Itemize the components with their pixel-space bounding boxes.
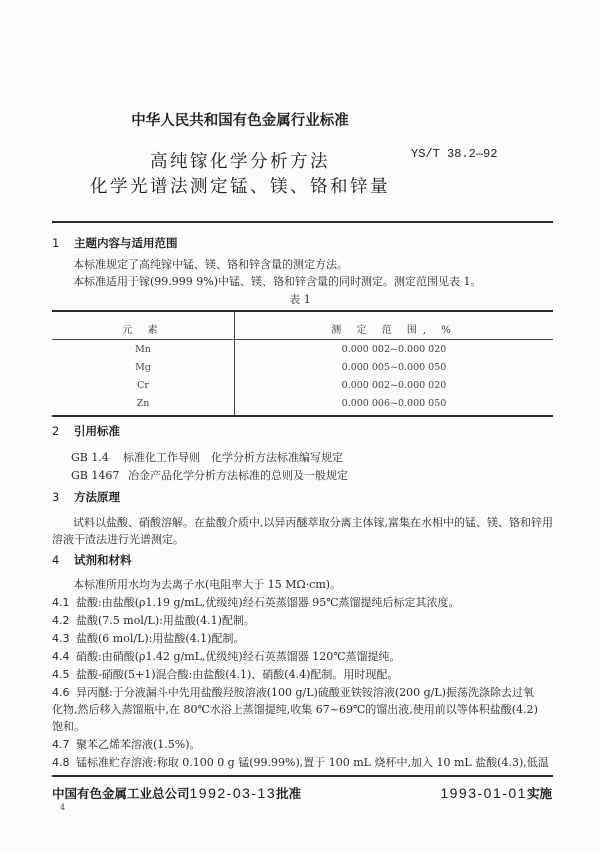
reagent-item-4-6 — [52, 684, 534, 700]
cell-element: Mn — [135, 344, 151, 355]
item-text: 盐酸-硝酸(5+1)混合酸:由盐酸(4.1)、硝酸(4.4)配制。用时现配。 — [76, 668, 399, 681]
section-number: 1 — [52, 236, 60, 250]
range-table — [52, 310, 553, 417]
section-1-heading — [52, 235, 178, 251]
section-number: 3 — [52, 490, 60, 504]
table-header-rule — [52, 339, 553, 340]
table-top-rule — [52, 310, 553, 312]
cell-element: Zn — [136, 398, 150, 409]
reagent-item-4-8 — [52, 754, 549, 770]
cell-range: 0.000 005~0.000 050 — [341, 362, 447, 373]
approval-label: 批准 — [276, 786, 302, 801]
item-text: 盐酸(7.5 mol/L):用盐酸(4.1)配制。 — [76, 614, 255, 627]
reference-code: GB 1467 — [71, 469, 120, 482]
document-title-line1: 高纯镓化学分析方法 — [150, 152, 330, 172]
effective-info — [440, 784, 552, 802]
reagent-item-4-3 — [52, 630, 244, 646]
section-3-heading — [52, 489, 120, 505]
issuing-body-heading: 中华人民共和国有色金属行业标准 — [131, 113, 349, 129]
cell-element: Mg — [135, 362, 151, 373]
item-text: 锰标准贮存溶液:称取 0.100 0 g 锰(99.99%),置于 100 mL 烧杯中,加入 10 mL 盐酸(4.3),低温 — [76, 756, 549, 769]
table-header-element: 元 素 — [122, 325, 164, 336]
footer-divider — [52, 775, 553, 777]
approval-info — [52, 784, 301, 802]
paragraph: 试料以盐酸、硝酸溶解。在盐酸介质中,以异丙醚萃取分离主体镓,富集在水相中的锰、镁、铬和锌用 — [73, 516, 553, 529]
table-caption: 表 1 — [289, 293, 311, 306]
reagent-item-4-4 — [52, 648, 401, 664]
table-bottom-rule — [52, 415, 553, 417]
reagent-item-4-7 — [52, 736, 201, 752]
item-number: 4.8 — [52, 756, 70, 769]
section-4-heading — [52, 552, 132, 568]
reference-title: 标准化工作导则 化学分析方法标准编写规定 — [123, 451, 343, 464]
standard-number: YS/T 38.2—92 — [411, 147, 498, 161]
reference-code: GB 1.4 — [71, 451, 109, 464]
reagent-item-4-1 — [52, 594, 460, 610]
paragraph: 本标准适用于镓(99.999 9%)中锰、镁、铬和锌含量的同时测定。测定范围见表 1。 — [73, 275, 482, 288]
item-number: 4.4 — [52, 650, 70, 663]
approval-date: 1992-03-13 — [189, 785, 277, 801]
item-number: 4.7 — [52, 738, 70, 751]
paragraph: 溶液干渣法进行光谱测定。 — [52, 533, 184, 546]
section-title: 主题内容与适用范围 — [74, 236, 178, 250]
paragraph-continuation: 化物,然后移入蒸馏瓶中,在 80℃水浴上蒸馏提纯,收集 67~69℃的馏出液,使用前以等体积盐酸(4.2) — [52, 703, 538, 716]
section-number: 2 — [52, 424, 60, 438]
reference-item — [71, 467, 348, 483]
effective-label: 实施 — [526, 786, 552, 801]
cell-range: 0.000 002~0.000 020 — [341, 344, 447, 355]
reagent-item-4-2 — [52, 612, 255, 628]
paragraph: 本标准所用水均为去离子水(电阻率大于 15 MΩ·cm)。 — [73, 578, 342, 591]
cell-range: 0.000 006~0.000 050 — [341, 398, 447, 409]
table-header-range: 测 定 范 围, % — [331, 325, 457, 336]
section-title: 试剂和材料 — [74, 553, 132, 567]
item-number: 4.1 — [52, 596, 70, 609]
paragraph: 本标准规定了高纯镓中锰、镁、铬和锌含量的测定方法。 — [73, 258, 348, 271]
cell-element: Cr — [137, 380, 149, 391]
section-title: 方法原理 — [74, 490, 120, 504]
item-number: 4.3 — [52, 632, 70, 645]
reference-title: 冶金产品化学分析方法标准的总则及一般规定 — [128, 469, 348, 482]
item-text: 异丙醚:于分液漏斗中先用盐酸羟胺溶液(100 g/L)硫酸亚铁铵溶液(200 g/L)振荡洗涤除去过氧 — [76, 686, 534, 699]
item-text: 盐酸:由盐酸(ρ1.19 g/mL,优级纯)经石英蒸馏器 95℃蒸馏提纯后标定其浓度。 — [76, 596, 460, 609]
page-number: 4 — [60, 803, 66, 812]
document-title-line2: 化学光谱法测定锰、镁、铬和锌量 — [90, 177, 390, 197]
paragraph-continuation: 饱和。 — [52, 720, 85, 733]
issuer: 中国有色金属工业总公司 — [52, 786, 190, 801]
item-text: 硝酸:由硝酸(ρ1.42 g/mL,优级纯)经石英蒸馏器 120℃蒸馏提纯。 — [76, 650, 401, 663]
header-divider — [52, 221, 553, 223]
reagent-item-4-5 — [52, 666, 398, 682]
item-number: 4.6 — [52, 686, 70, 699]
cell-range: 0.000 002~0.000 020 — [341, 380, 447, 391]
item-text: 盐酸(6 mol/L):用盐酸(4.1)配制。 — [76, 632, 245, 645]
item-number: 4.5 — [52, 668, 70, 681]
item-number: 4.2 — [52, 614, 70, 627]
section-number: 4 — [52, 553, 60, 567]
section-title: 引用标准 — [74, 424, 120, 438]
section-2-heading — [52, 423, 120, 439]
reference-item — [71, 449, 343, 465]
item-text: 聚苯乙烯苯溶液(1.5%)。 — [76, 738, 201, 751]
effective-date: 1993-01-01 — [440, 785, 527, 801]
